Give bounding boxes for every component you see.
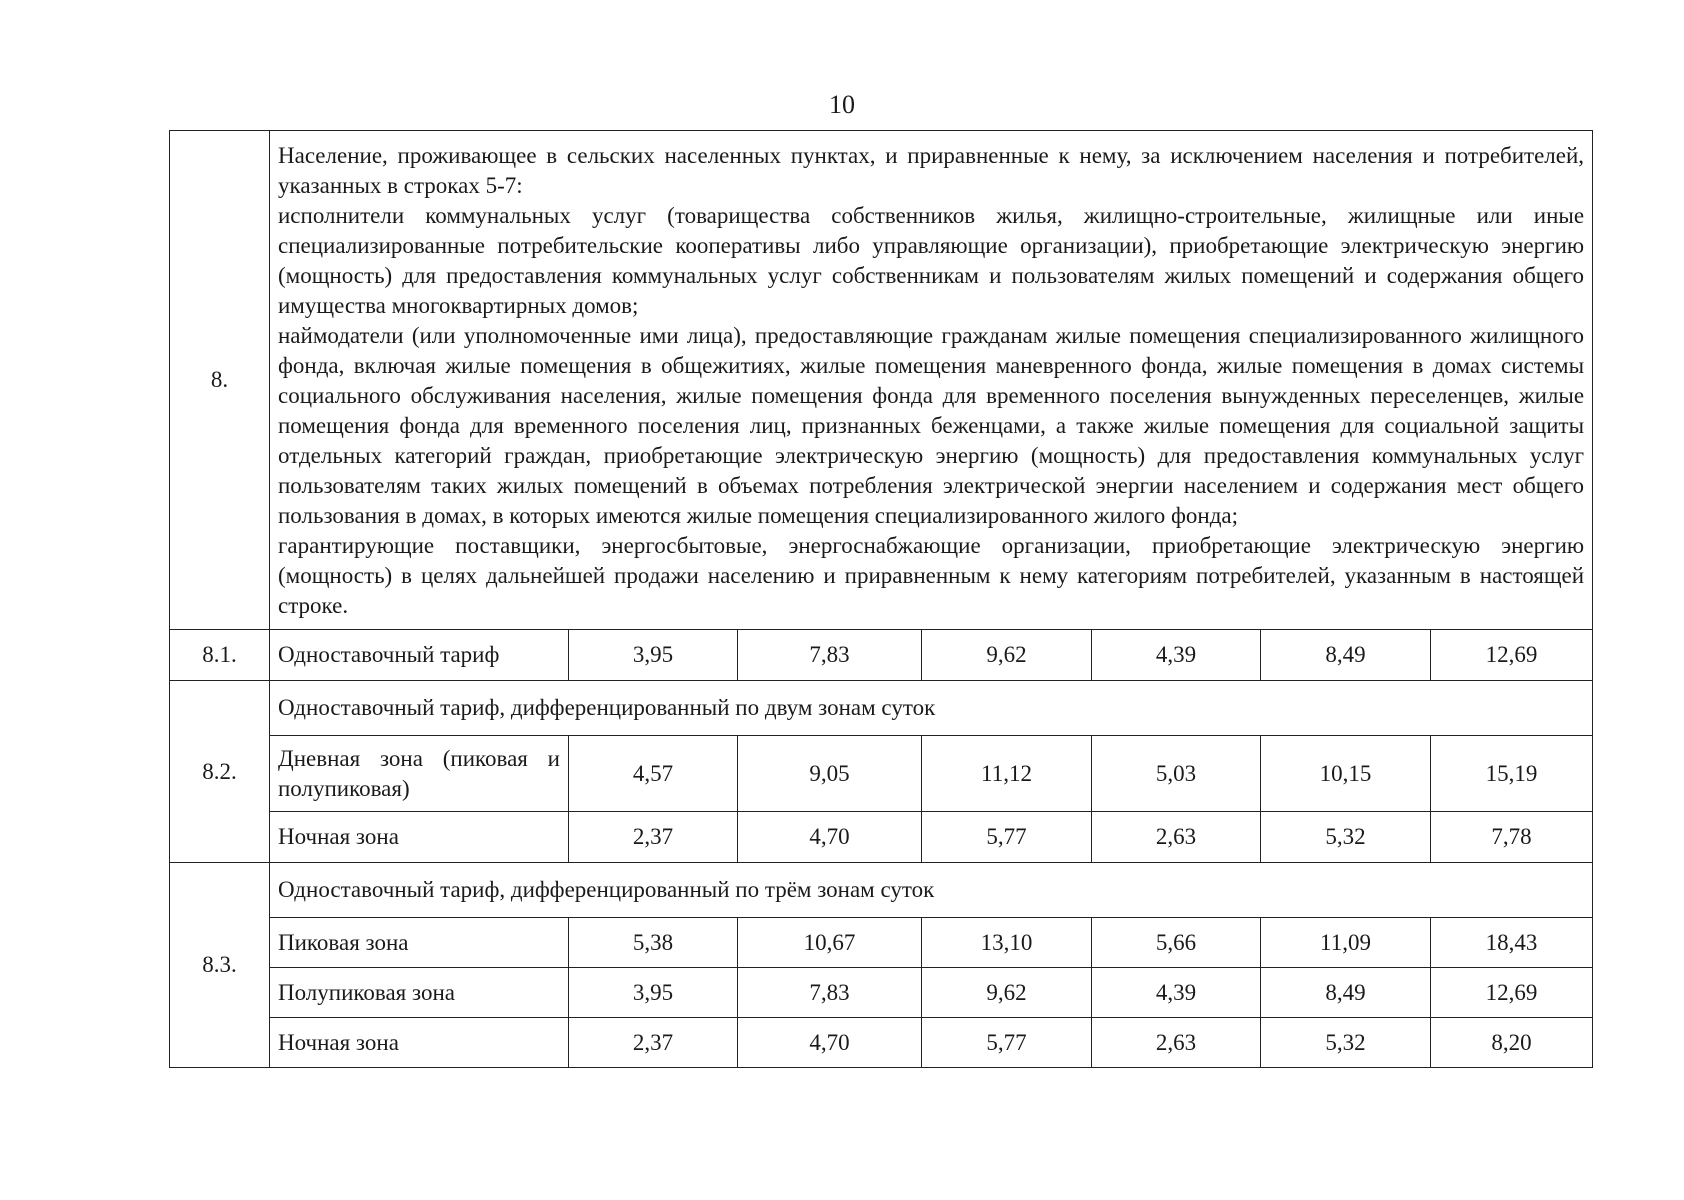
tariff-value: 3,95 [569, 968, 738, 1018]
tariff-value: 5,77 [922, 1018, 1092, 1068]
section-header: Одноставочный тариф, дифференцированный по трём зонам суток [270, 863, 1593, 918]
tariff-value: 10,15 [1261, 736, 1431, 812]
table-row [170, 812, 1593, 863]
tariff-value: 8,49 [1261, 968, 1431, 1018]
section-header: Одноставочный тариф, дифференцированный по двум зонам суток [270, 681, 1593, 736]
tariff-value: 5,66 [1092, 918, 1261, 968]
table-row-8-3-header [170, 863, 1593, 918]
tariff-value: 9,62 [922, 630, 1092, 681]
description-paragraph: гарантирующие поставщики, энергосбытовые, энергоснабжающие организации, приобретающие электрическую энергию (мощность) в целях дальнейшей продажи населению и приравненным к нему категориям потребителей, указанным в настоящей строке. [278, 533, 1585, 618]
tariff-value: 4,70 [738, 812, 922, 863]
tariff-value: 7,78 [1431, 812, 1593, 863]
tariff-value: 5,32 [1261, 1018, 1431, 1068]
tariff-value: 2,63 [1092, 812, 1261, 863]
row-number: 8. [170, 131, 270, 630]
table-row-8-2-header [170, 681, 1593, 736]
table-row [170, 918, 1593, 968]
tariff-value: 10,67 [738, 918, 922, 968]
description-paragraph: исполнители коммунальных услуг (товарищества собственников жилья, жилищно-строительные, жилищные или иные специализированные потребительские кооперативы либо управляющие организации), приобретающие электрическую энергию (мощность) для предоставления коммунальных услуг собственникам и пользователям жилых помещений и содержания общего имущества многоквартирных домов; [278, 203, 1585, 318]
row-label: Дневная зона (пиковая и полупиковая) [270, 736, 569, 812]
tariff-value: 5,32 [1261, 812, 1431, 863]
row-number: 8.3. [170, 863, 270, 1068]
description-paragraph: наймодатели (или уполномоченные ими лица), предоставляющие гражданам жилые помещения специализированного жилищного фонда, включая жилые помещения в общежитиях, жилые помещения маневренного фонда, жилые помещения в домах системы социального обслуживания населения, жилые помещения фонда для временного поселения вынужденных переселенцев, жилые помещения фонда для временного поселения лиц, признанных беженцами, а также жилые помещения для социальной защиты отдельных категорий граждан, приобретающие электрическую энергию (мощность) для предоставления коммунальных услуг пользователям таких жилых помещений в объемах потребления электрической энергии населением и содержания мест общего пользования в домах, в которых имеются жилые помещения специализированного жилого фонда; [278, 323, 1585, 528]
tariff-value: 9,05 [738, 736, 922, 812]
tariff-value: 18,43 [1431, 918, 1593, 968]
tariff-value: 4,39 [1092, 630, 1261, 681]
tariff-value: 5,38 [569, 918, 738, 968]
tariff-value: 15,19 [1431, 736, 1593, 812]
tariff-value: 4,39 [1092, 968, 1261, 1018]
row-label: Ночная зона [270, 812, 569, 863]
tariff-value: 4,57 [569, 736, 738, 812]
description-paragraph: Население, проживающее в сельских населенных пунктах, и приравненные к нему, за исключением населения и потребителей, указанных в строках 5-7: [278, 143, 1585, 198]
tariff-value: 7,83 [738, 630, 922, 681]
row-label: Пиковая зона [270, 918, 569, 968]
tariff-value: 5,77 [922, 812, 1092, 863]
row-8-description [270, 131, 1593, 630]
tariff-value: 9,62 [922, 968, 1092, 1018]
row-number: 8.1. [170, 630, 270, 681]
tariff-table [169, 130, 1593, 1068]
tariff-value: 2,37 [569, 812, 738, 863]
tariff-value: 11,12 [922, 736, 1092, 812]
table-row [170, 736, 1593, 812]
row-label: Полупиковая зона [270, 968, 569, 1018]
page-number: 10 [829, 90, 855, 119]
tariff-value: 3,95 [569, 630, 738, 681]
row-label: Одноставочный тариф [270, 630, 569, 681]
table-row [170, 1018, 1593, 1068]
tariff-value: 4,70 [738, 1018, 922, 1068]
tariff-value: 12,69 [1431, 968, 1593, 1018]
tariff-value: 11,09 [1261, 918, 1431, 968]
tariff-value: 2,63 [1092, 1018, 1261, 1068]
tariff-value: 7,83 [738, 968, 922, 1018]
table-row-8 [170, 131, 1593, 630]
tariff-value: 2,37 [569, 1018, 738, 1068]
table-row-8-1 [170, 630, 1593, 681]
row-number: 8.2. [170, 681, 270, 863]
table-row [170, 968, 1593, 1018]
tariff-value: 8,20 [1431, 1018, 1593, 1068]
row-label: Ночная зона [270, 1018, 569, 1068]
tariff-value: 8,49 [1261, 630, 1431, 681]
tariff-value: 12,69 [1431, 630, 1593, 681]
tariff-value: 5,03 [1092, 736, 1261, 812]
tariff-value: 13,10 [922, 918, 1092, 968]
